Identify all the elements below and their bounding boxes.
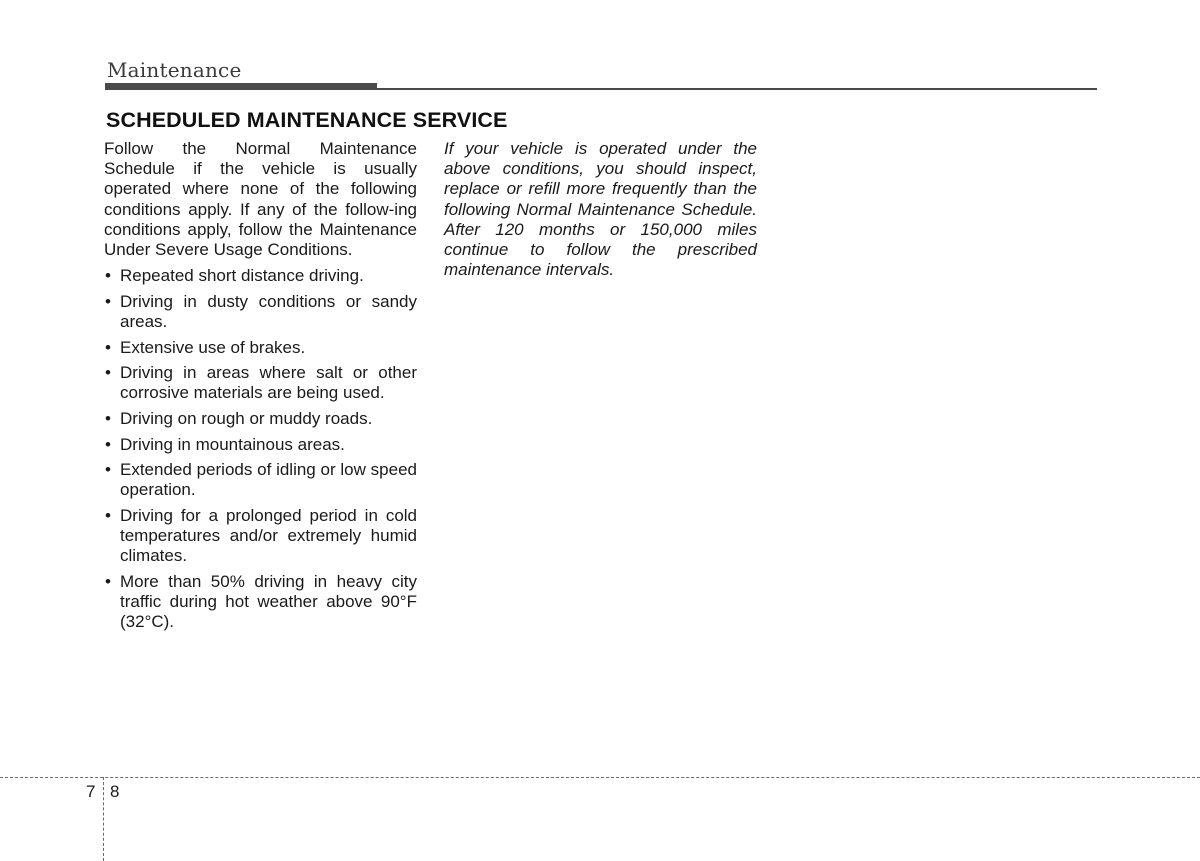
section-header: Maintenance — [107, 58, 242, 82]
left-column — [104, 139, 417, 638]
bullet-icon: • — [105, 434, 111, 454]
list-item — [104, 363, 417, 403]
list-item — [104, 572, 417, 633]
intro-paragraph: Follow the Normal Maintenance Schedule if the vehicle is usually operated where none of the following conditions apply. If any of the follow-ing conditions apply, follow the Maintenance Under Severe Usage Conditions. — [104, 139, 417, 260]
list-item-text: More than 50% driving in heavy city traffic during hot weather above 90°F (32°C). — [120, 571, 417, 632]
list-item — [104, 460, 417, 500]
list-item — [104, 506, 417, 567]
header-rule-thin — [377, 88, 1097, 90]
list-item-text: Extensive use of brakes. — [120, 337, 306, 357]
list-item-text: Driving in areas where salt or other corrosive materials are being used. — [120, 363, 417, 403]
list-item-text: Repeated short distance driving. — [120, 266, 364, 286]
bullet-icon: • — [105, 291, 111, 311]
list-item — [104, 292, 417, 332]
conditions-list — [104, 266, 417, 632]
bullet-icon: • — [105, 266, 111, 286]
note-paragraph: If your vehicle is operated under the above conditions, you should inspect, replace or refill more frequently than the following Normal Maintenance Schedule. After 120 months or 150,000 miles continue to follow the prescribed maintenance intervals. — [444, 139, 757, 280]
page-number: 8 — [110, 782, 120, 801]
list-item — [104, 266, 417, 286]
header-rule-thick — [105, 83, 377, 90]
footer-divider — [0, 777, 1200, 778]
bullet-icon: • — [105, 505, 111, 525]
bullet-icon: • — [105, 337, 111, 357]
list-item-text: Driving for a prolonged period in cold temperatures and/or extremely humid climates. — [120, 505, 417, 566]
page-title: SCHEDULED MAINTENANCE SERVICE — [106, 108, 508, 132]
list-item — [104, 435, 417, 455]
list-item-text: Driving in mountainous areas. — [120, 434, 345, 454]
bullet-icon: • — [105, 571, 111, 591]
list-item-text: Driving in dusty conditions or sandy areas. — [120, 291, 417, 332]
right-column — [444, 139, 757, 280]
list-item — [104, 338, 417, 358]
footer-page-divider — [103, 777, 104, 861]
list-item-text: Extended periods of idling or low speed operation. — [120, 460, 417, 500]
list-item-text: Driving on rough or muddy roads. — [120, 409, 373, 428]
bullet-icon: • — [105, 409, 111, 428]
chapter-number: 7 — [86, 782, 96, 801]
list-item — [104, 409, 417, 429]
bullet-icon: • — [105, 460, 111, 480]
bullet-icon: • — [105, 363, 111, 383]
